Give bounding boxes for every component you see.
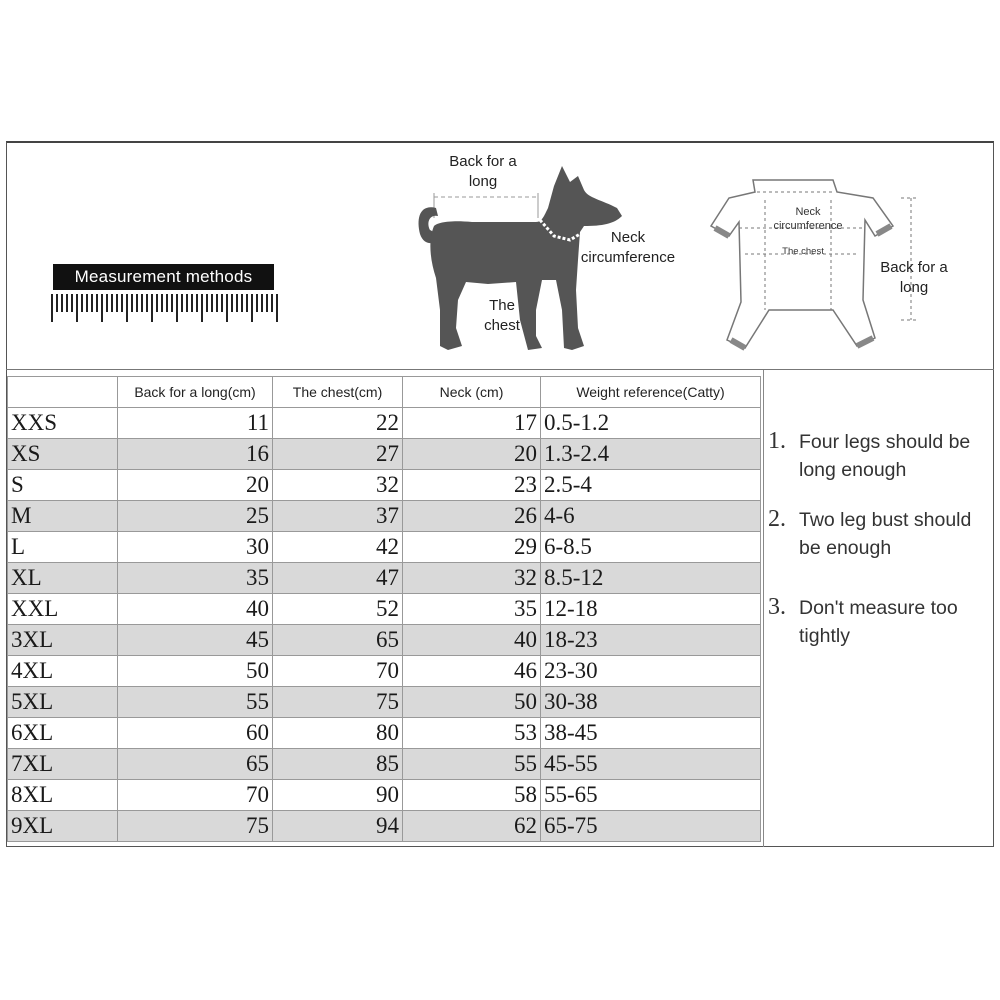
neck-cell: 32: [403, 563, 541, 594]
back-cell: 16: [118, 439, 273, 470]
table-header-row: [8, 377, 761, 408]
weight-cell: 38-45: [541, 718, 761, 749]
chest-cell: 80: [273, 718, 403, 749]
neck-cell: 26: [403, 501, 541, 532]
divider: [6, 369, 994, 370]
back-cell: 75: [118, 811, 273, 842]
table-row: [8, 749, 761, 780]
chest-cell: 85: [273, 749, 403, 780]
weight-cell: 8.5-12: [541, 563, 761, 594]
size-cell: S: [8, 470, 118, 501]
divider: [763, 370, 764, 847]
chest-cell: 37: [273, 501, 403, 532]
weight-cell: 30-38: [541, 687, 761, 718]
size-cell: XL: [8, 563, 118, 594]
chest-cell: 70: [273, 656, 403, 687]
weight-cell: 55-65: [541, 780, 761, 811]
size-cell: L: [8, 532, 118, 563]
chest-cell: 47: [273, 563, 403, 594]
chest-cell: 65: [273, 625, 403, 656]
weight-cell: 4-6: [541, 501, 761, 532]
table-row: [8, 594, 761, 625]
coat-back-label: Back for a long: [880, 259, 948, 296]
note-item: [768, 506, 994, 594]
weight-cell: 12-18: [541, 594, 761, 625]
neck-cell: 23: [403, 470, 541, 501]
weight-cell: 1.3-2.4: [541, 439, 761, 470]
back-cell: 25: [118, 501, 273, 532]
size-cell: 4XL: [8, 656, 118, 687]
dog-back-label: Back for a long: [449, 153, 517, 190]
note-number: 2.: [768, 506, 786, 532]
ruler-icon: [50, 292, 282, 326]
table-row: [8, 532, 761, 563]
table-row: [8, 408, 761, 439]
neck-cell: 29: [403, 532, 541, 563]
table-row: [8, 811, 761, 842]
chest-cell: 94: [273, 811, 403, 842]
measurement-methods-title: Measurement methods: [53, 264, 274, 290]
table-row: [8, 780, 761, 811]
weight-cell: 45-55: [541, 749, 761, 780]
dog-neck-label: Neck circumference: [580, 229, 676, 266]
size-table: [7, 376, 761, 842]
coat-chest-label: The chest: [782, 246, 824, 257]
table-row: [8, 718, 761, 749]
neck-cell: 53: [403, 718, 541, 749]
table-row: [8, 625, 761, 656]
size-cell: 3XL: [8, 625, 118, 656]
chest-cell: 27: [273, 439, 403, 470]
back-cell: 40: [118, 594, 273, 625]
weight-cell: 65-75: [541, 811, 761, 842]
chest-cell: 32: [273, 470, 403, 501]
coat-neck-label: Neck circumference: [773, 206, 843, 232]
weight-cell: 18-23: [541, 625, 761, 656]
neck-cell: 35: [403, 594, 541, 625]
neck-cell: 46: [403, 656, 541, 687]
column-header: The chest(cm): [273, 377, 403, 408]
note-number: 3.: [768, 594, 786, 620]
note-item: [768, 594, 994, 650]
size-cell: XXL: [8, 594, 118, 625]
neck-cell: 62: [403, 811, 541, 842]
neck-cell: 58: [403, 780, 541, 811]
table-row: [8, 501, 761, 532]
size-cell: XXS: [8, 408, 118, 439]
chest-cell: 75: [273, 687, 403, 718]
weight-cell: 2.5-4: [541, 470, 761, 501]
chest-cell: 90: [273, 780, 403, 811]
weight-cell: 23-30: [541, 656, 761, 687]
table-row: [8, 439, 761, 470]
back-cell: 30: [118, 532, 273, 563]
neck-cell: 55: [403, 749, 541, 780]
note-number: 1.: [768, 428, 786, 454]
back-cell: 70: [118, 780, 273, 811]
back-cell: 20: [118, 470, 273, 501]
weight-cell: 0.5-1.2: [541, 408, 761, 439]
size-cell: 9XL: [8, 811, 118, 842]
back-cell: 35: [118, 563, 273, 594]
weight-cell: 6-8.5: [541, 532, 761, 563]
neck-cell: 50: [403, 687, 541, 718]
measurement-notes: [768, 428, 994, 650]
neck-cell: 40: [403, 625, 541, 656]
back-cell: 45: [118, 625, 273, 656]
table-row: [8, 656, 761, 687]
column-header: Weight reference(Catty): [541, 377, 761, 408]
size-cell: 7XL: [8, 749, 118, 780]
size-cell: XS: [8, 439, 118, 470]
note-text: Don't measure too tightly: [799, 597, 958, 647]
note-item: [768, 428, 994, 506]
back-cell: 50: [118, 656, 273, 687]
chest-cell: 42: [273, 532, 403, 563]
back-cell: 11: [118, 408, 273, 439]
table-row: [8, 470, 761, 501]
column-header: Back for a long(cm): [118, 377, 273, 408]
back-cell: 55: [118, 687, 273, 718]
note-text: Two leg bust should be enough: [799, 509, 972, 559]
neck-cell: 20: [403, 439, 541, 470]
back-cell: 60: [118, 718, 273, 749]
chest-cell: 22: [273, 408, 403, 439]
dog-chest-label: The chest: [484, 297, 520, 334]
table-row: [8, 563, 761, 594]
column-header: [8, 377, 118, 408]
back-cell: 65: [118, 749, 273, 780]
size-cell: 8XL: [8, 780, 118, 811]
size-cell: M: [8, 501, 118, 532]
size-cell: 5XL: [8, 687, 118, 718]
table-row: [8, 687, 761, 718]
chest-cell: 52: [273, 594, 403, 625]
size-cell: 6XL: [8, 718, 118, 749]
neck-cell: 17: [403, 408, 541, 439]
note-text: Four legs should be long enough: [799, 431, 971, 481]
column-header: Neck (cm): [403, 377, 541, 408]
